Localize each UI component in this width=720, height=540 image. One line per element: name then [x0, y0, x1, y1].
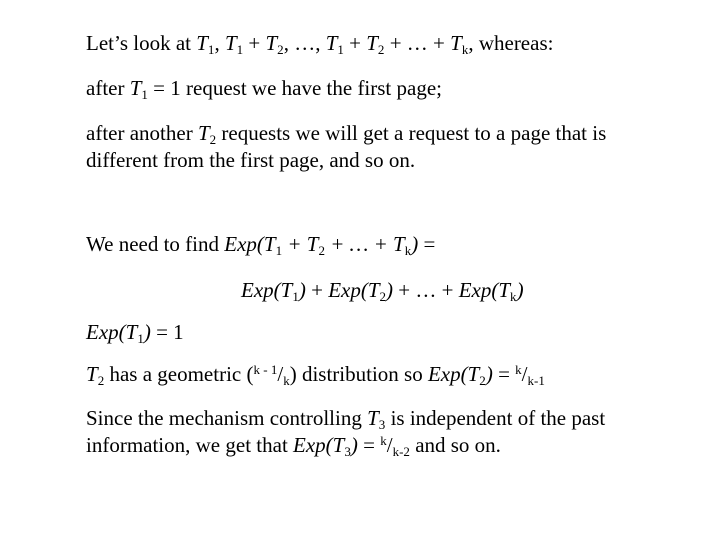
text-segment: T: [450, 31, 462, 55]
text-segment: 2: [97, 372, 105, 388]
text-segment: , …,: [283, 31, 326, 55]
text-line-8: [86, 362, 545, 386]
text-segment: ) distribution so: [289, 362, 428, 386]
text-segment: =: [492, 362, 516, 386]
text-segment: /: [277, 362, 284, 386]
text-segment: k: [510, 288, 517, 304]
text-segment: , whereas:: [468, 31, 554, 55]
text-segment: k: [515, 361, 522, 377]
text-segment: We need to find: [86, 232, 225, 256]
text-segment: k-1: [527, 372, 545, 388]
text-segment: 1: [236, 41, 244, 57]
text-segment: k: [461, 41, 469, 57]
text-segment: Exp(T: [224, 232, 276, 256]
text-line-7: [86, 320, 184, 344]
text-segment: + … +: [393, 278, 459, 302]
text-segment: 2: [377, 41, 385, 57]
text-segment: k-2: [392, 443, 410, 459]
text-segment: Exp(T: [86, 320, 138, 344]
text-segment: + … + T: [324, 232, 405, 256]
text-segment: 3: [378, 416, 386, 432]
text-segment: Exp(T: [328, 278, 380, 302]
text-segment: k: [380, 432, 387, 448]
text-segment: +: [243, 31, 266, 55]
text-line-2: [86, 76, 442, 100]
text-segment: T: [224, 31, 237, 55]
text-line-3: [86, 121, 606, 145]
text-segment: =: [418, 232, 436, 256]
text-segment: + … +: [384, 31, 451, 55]
text-segment: 1: [137, 330, 144, 346]
text-line-6: [241, 278, 524, 302]
text-segment: has a geometric (: [104, 362, 254, 386]
text-segment: ): [485, 362, 493, 386]
text-segment: 2: [379, 288, 387, 304]
text-segment: 2: [209, 131, 217, 147]
text-line-1: [86, 31, 553, 55]
text-segment: = 1 request we have the first page;: [147, 76, 442, 100]
text-line-4: [86, 148, 415, 172]
text-segment: ): [411, 232, 419, 256]
text-segment: 1: [292, 288, 299, 304]
text-segment: k: [404, 242, 412, 258]
text-segment: Exp(T: [241, 278, 293, 302]
text-segment: 1: [207, 41, 215, 57]
text-segment: Let’s look at: [86, 31, 197, 55]
text-segment: Exp(T: [427, 362, 480, 386]
text-segment: after another: [86, 121, 198, 145]
text-segment: T: [86, 362, 98, 386]
text-segment: T: [265, 31, 278, 55]
text-segment: k - 1: [253, 361, 278, 377]
text-segment: Since the mechanism controlling: [86, 406, 368, 430]
text-segment: 1: [275, 242, 283, 258]
text-segment: = 1: [150, 320, 184, 344]
text-segment: after: [86, 76, 130, 100]
text-segment: + T: [282, 232, 319, 256]
text-segment: T: [197, 121, 210, 145]
text-segment: 1: [141, 86, 148, 102]
text-segment: ): [350, 433, 358, 457]
text-segment: =: [357, 433, 381, 457]
text-segment: /: [386, 433, 393, 457]
text-segment: /: [521, 362, 528, 386]
text-segment: requests we will get a request to a page that is: [216, 121, 607, 145]
text-segment: Exp(T: [293, 433, 345, 457]
text-segment: 2: [277, 41, 284, 57]
text-segment: k: [283, 372, 290, 388]
text-segment: 1: [337, 41, 344, 57]
text-segment: T: [129, 76, 142, 100]
text-segment: T: [366, 31, 378, 55]
text-segment: T: [367, 406, 379, 430]
text-segment: +: [305, 278, 329, 302]
text-segment: information, we get that: [86, 433, 294, 457]
text-segment: 2: [479, 372, 486, 388]
text-segment: different from the first page, and so on.: [86, 148, 416, 172]
text-segment: ): [143, 320, 151, 344]
text-segment: ): [298, 278, 306, 302]
text-line-5: [86, 232, 435, 256]
text-segment: T: [325, 31, 338, 55]
text-segment: +: [343, 31, 367, 55]
text-segment: ,: [214, 31, 225, 55]
text-line-9: [86, 406, 605, 430]
text-segment: 2: [318, 242, 325, 258]
text-segment: and so on.: [409, 433, 501, 457]
text-line-10: [86, 433, 501, 457]
text-segment: ): [516, 278, 524, 302]
text-segment: is independent of the past: [385, 406, 606, 430]
text-segment: ): [386, 278, 394, 302]
text-segment: 3: [344, 443, 351, 459]
text-segment: Exp(T: [458, 278, 511, 302]
text-segment: T: [196, 31, 208, 55]
